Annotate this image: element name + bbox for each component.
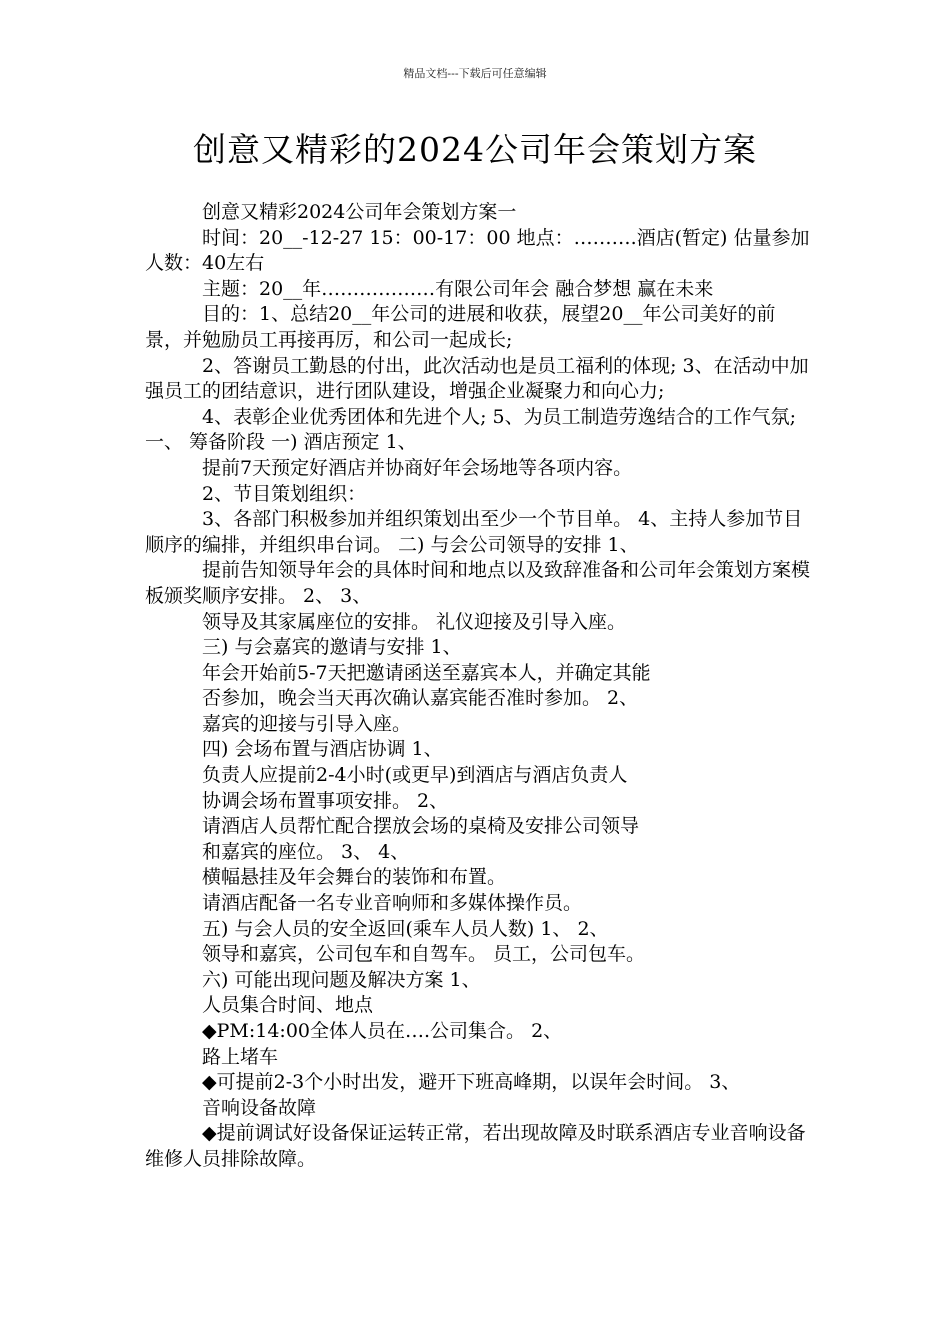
body-paragraph: 3、各部门积极参加并组织策划出至少一个节目单。 4、主持人参加节目顺序的编排，并组织串台词。 二) 与会公司领导的安排 1、 xyxy=(145,508,803,556)
body-paragraph: 三) 与会嘉宾的邀请与安排 1、 xyxy=(202,636,462,659)
body-paragraph: 创意又精彩2024公司年会策划方案一 xyxy=(202,201,517,223)
header-note: 精品文档---下载后可任意编辑 xyxy=(403,67,547,80)
body-paragraph: 请酒店人员帮忙配合摆放会场的桌椅及安排公司领导 xyxy=(202,815,640,838)
document-title: 创意又精彩的2024公司年会策划方案 xyxy=(193,130,757,169)
body-paragraph: 年会开始前5-7天把邀请函送至嘉宾本人，并确定其能 xyxy=(202,661,651,684)
body-paragraph: 四) 会场布置与酒店协调 1、 xyxy=(202,738,443,761)
body-paragraph: 时间：20__-12-27 15：00-17：00 地点：……….酒店(暂定) 估量参加人数：40左右 xyxy=(145,226,810,275)
body-paragraph: 目的：1、总结20__年公司的进展和收获，展望20__年公司美好的前景，并勉励员工再接再厉，和公司一起成长; xyxy=(145,303,776,351)
body-paragraph: 路上堵车 xyxy=(202,1045,279,1068)
body-paragraph: 协调会场布置事项安排。 2、 xyxy=(202,789,449,812)
body-paragraph: 六) 可能出现问题及解决方案 1、 xyxy=(202,968,481,991)
body-paragraph: 4、表彰企业优秀团体和先进个人; 5、为员工制造劳逸结合的工作气氛; 一、 筹备阶段 一) 酒店预定 1、 xyxy=(145,405,797,454)
body-paragraph: 2、节目策划组织： xyxy=(202,482,367,505)
body-paragraph: 嘉宾的迎接与引导入座。 xyxy=(202,712,412,735)
body-paragraph: 负责人应提前2-4小时(或更早)到酒店与酒店负责人 xyxy=(202,764,628,787)
body-paragraph: 和嘉宾的座位。 3、 4、 xyxy=(202,840,410,863)
body-paragraph: 领导及其家属座位的安排。 礼仪迎接及引导入座。 xyxy=(202,610,627,633)
body-paragraph: 否参加，晚会当天再次确认嘉宾能否准时参加。 2、 xyxy=(202,687,639,710)
body-paragraph: ◆PM:14:00全体人员在….公司集合。 2、 xyxy=(202,1020,563,1042)
body-paragraph: ◆提前调试好设备保证运转正常，若出现故障及时联系酒店专业音响设备维修人员排除故障。 xyxy=(145,1122,806,1170)
body-paragraph: 请酒店配备一名专业音响师和多媒体操作员。 xyxy=(202,892,583,915)
body-paragraph: 提前7天预定好酒店并协商好年会场地等各项内容。 xyxy=(202,456,633,479)
body-paragraph: 音响设备故障 xyxy=(202,1096,317,1119)
body-paragraph: 提前告知领导年会的具体时间和地点以及致辞准备和公司年会策划方案模板颁奖顺序安排。 2、 3、 xyxy=(145,559,811,607)
body-paragraph: 领导和嘉宾，公司包车和自驾车。 员工，公司包车。 xyxy=(202,943,646,966)
body-paragraph: ◆可提前2-3个小时出发，避开下班高峰期，以误年会时间。 3、 xyxy=(202,1071,741,1094)
document-body xyxy=(145,200,810,1173)
body-paragraph: 五) 与会人员的安全返回(乘车人员人数) 1、 2、 xyxy=(202,917,609,940)
body-paragraph: 人员集合时间、地点 xyxy=(202,994,374,1017)
body-paragraph: 横幅悬挂及年会舞台的装饰和布置。 xyxy=(202,866,507,889)
body-paragraph: 主题：20__年………………有限公司年会 融合梦想 赢在未来 xyxy=(202,277,714,300)
body-paragraph: 2、答谢员工勤恳的付出，此次活动也是员工福利的体现; 3、在活动中加强员工的团结意识，进行团队建设，增强企业凝聚力和向心力; xyxy=(145,354,809,403)
